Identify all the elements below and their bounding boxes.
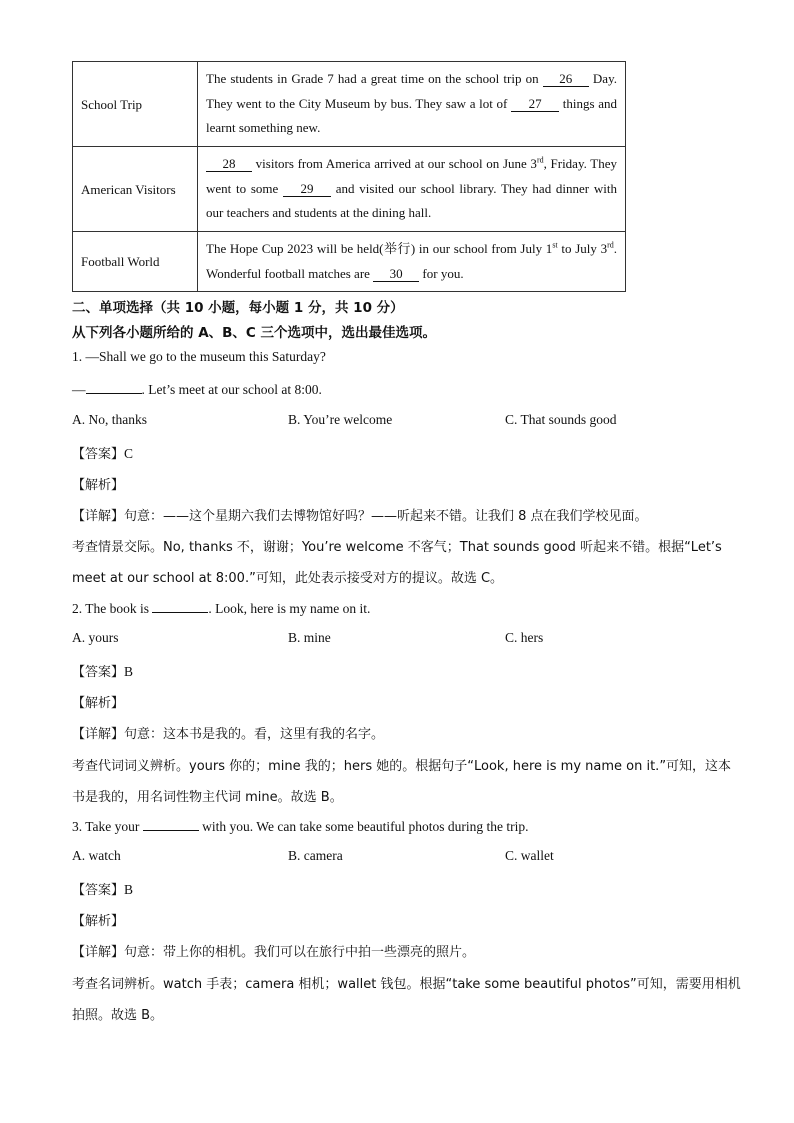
section-title: 二、单项选择（共 10 小题，每小题 1 分，共 10 分） (72, 300, 404, 316)
analysis-tag: 【解析】 (72, 478, 125, 493)
explanation-line: meet at our school at 8:00.”可知，此处表示接受对方的提议。故选 C。 (72, 571, 504, 586)
row-text: The students in Grade 7 had a great time on the school trip on 26 Day. They went to the City Museum by bus. They saw a lot of 27 things and learnt something new. (198, 62, 626, 147)
explanation-line: 拍照。故选 B。 (72, 1008, 164, 1023)
answer-tag: 【答案】 (72, 447, 125, 462)
answer-tag: 【答案】 (72, 883, 125, 898)
blank-30[interactable]: 30 (373, 266, 419, 282)
option-b[interactable]: B. mine (288, 630, 331, 645)
answer-blank[interactable] (152, 599, 208, 613)
row-label: American Visitors (73, 147, 198, 232)
answer-tag: 【答案】 (72, 665, 125, 680)
answer-blank[interactable] (86, 380, 142, 394)
option-c[interactable]: C. hers (505, 630, 544, 645)
detail-line: 【详解】句意：——这个星期六我们去博物馆好吗？——听起来不错。让我们 8 点在我们学校见面。 (72, 509, 648, 524)
table-row (73, 232, 626, 292)
option-a[interactable]: A. yours (72, 630, 119, 645)
question-1-stem: 1. —Shall we go to the museum this Saturday? (72, 349, 326, 364)
question-3-stem: 3. Take your with you. We can take some beautiful photos during the trip. (72, 819, 529, 834)
answer-line: 【答案】C (72, 446, 134, 462)
blank-27[interactable]: 27 (511, 96, 559, 112)
row-text: The Hope Cup 2023 will be held(举行) in our school from July 1st to July 3rd. Wonderful football matches are 30 for you. (198, 232, 626, 292)
row-text: 28 visitors from America arrived at our school on June 3rd, Friday. They went to some 29 and visited our school library. They had dinner with our teachers and students at the dining hall. (198, 147, 626, 232)
explanation-line: 考查名词辨析。watch 手表；camera 相机；wallet 钱包。根据“take some beautiful photos”可知，需要用相机 (72, 977, 741, 992)
answer-line: 【答案】B (72, 664, 134, 680)
option-a[interactable]: A. No, thanks (72, 412, 147, 427)
table-row (73, 62, 626, 147)
detail-line: 【详解】句意：这本书是我的。看，这里有我的名字。 (72, 727, 385, 742)
detail-line: 【详解】句意：带上你的相机。我们可以在旅行中拍一些漂亮的照片。 (72, 945, 476, 960)
option-b[interactable]: B. camera (288, 848, 343, 863)
row-label: Football World (73, 232, 198, 292)
analysis-tag: 【解析】 (72, 914, 125, 929)
explanation-line: 书是我的，用名词性物主代词 mine。故选 B。 (72, 790, 343, 805)
option-c[interactable]: C. wallet (505, 848, 554, 863)
answer-line: 【答案】B (72, 882, 134, 898)
question-2-stem: 2. The book is . Look, here is my name on it. (72, 601, 371, 616)
option-a[interactable]: A. watch (72, 848, 121, 863)
analysis-tag: 【解析】 (72, 696, 125, 711)
blank-29[interactable]: 29 (283, 181, 331, 197)
question-1-reply: — . Let’s meet at our school at 8:00. (72, 382, 322, 397)
blank-28[interactable]: 28 (206, 156, 252, 172)
section-instruction: 从下列各小题所给的 A、B、C 三个选项中，选出最佳选项。 (72, 325, 437, 341)
explanation-line: 考查情景交际。No, thanks 不，谢谢；You’re welcome 不客气；That sounds good 听起来不错。根据“Let’s (72, 540, 722, 555)
info-table (72, 61, 626, 292)
answer-blank[interactable] (143, 817, 199, 831)
blank-26[interactable]: 26 (543, 71, 589, 87)
explanation-line: 考查代词词义辨析。yours 你的；mine 我的；hers 她的。根据句子“Look, here is my name on it.”可知，这本 (72, 759, 732, 774)
table-row (73, 147, 626, 232)
row-label: School Trip (73, 62, 198, 147)
option-c[interactable]: C. That sounds good (505, 412, 617, 427)
option-b[interactable]: B. You’re welcome (288, 412, 393, 427)
